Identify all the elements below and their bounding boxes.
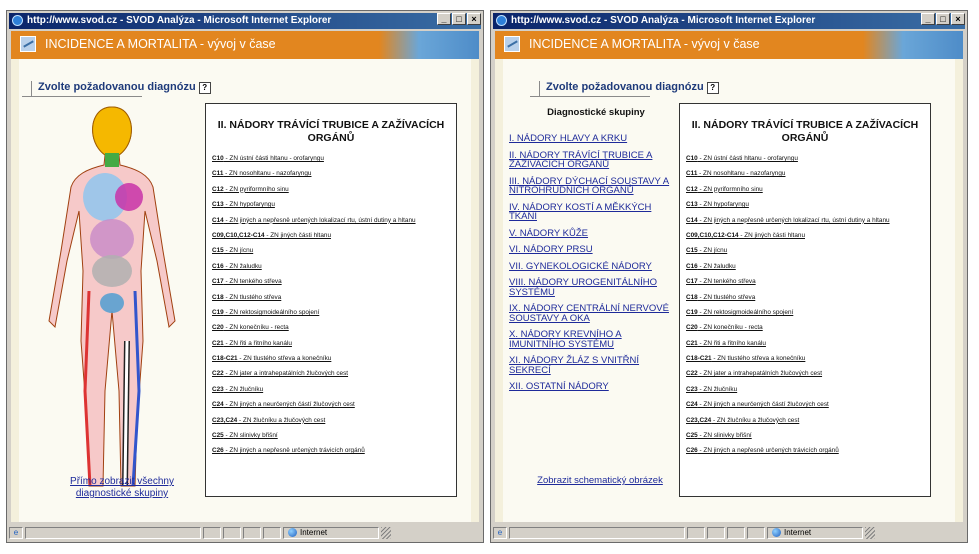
diagnosis-item[interactable]: C24 - ZN jiných a neurčených částí žlučových cest xyxy=(686,401,829,409)
minimize-button[interactable]: _ xyxy=(437,13,451,25)
group-link[interactable]: XI. NÁDORY ŽLÁZ S VNITŘNÍ SEKRECÍ xyxy=(509,355,640,376)
diagnosis-list-panel xyxy=(679,103,931,497)
diagnosis-item[interactable]: C13 - ZN hypofaryngu xyxy=(212,201,275,209)
group-link[interactable]: II. NÁDORY TRÁVÍCÍ TRUBICE A ZAŽÍVACÍCH ORGÁNŮ xyxy=(509,149,653,170)
diagnosis-list xyxy=(686,155,924,455)
prompt-heading: Zvolte požadovanou diagnózu ? xyxy=(31,81,211,97)
header-banner xyxy=(495,31,963,59)
digestive-region xyxy=(90,219,134,259)
close-button[interactable]: × xyxy=(951,13,965,25)
title-bar[interactable] xyxy=(9,13,481,29)
diagnosis-group-heading: II. NÁDORY TRÁVÍCÍ TRUBICE A ZAŽÍVACÍCH ORGÁNŮ xyxy=(217,119,445,144)
chart-icon xyxy=(504,36,520,52)
bone-right-leg-inner xyxy=(125,341,127,486)
anatomy-body-diagram[interactable] xyxy=(27,91,197,491)
diagnosis-item[interactable]: C22 - ZN jater a intrahepatálních žlučových cest xyxy=(686,370,823,378)
group-link[interactable]: VI. NÁDORY PRSU xyxy=(509,244,593,255)
diagnosis-item[interactable]: C25 - ZN slinivky břišní xyxy=(686,432,752,440)
diagnosis-item[interactable]: C12 - ZN pyriformního sinu xyxy=(212,185,289,193)
europe-map-icon xyxy=(379,31,479,59)
help-icon[interactable]: ? xyxy=(199,82,211,94)
resize-grip-icon[interactable] xyxy=(865,527,875,539)
group-link[interactable]: V. NÁDORY KŮŽE xyxy=(509,227,589,239)
diagnosis-item[interactable]: C23,C24 - ZN žlučníku a žlučových cest xyxy=(212,416,326,424)
diagnosis-item[interactable]: C18 - ZN tlustého střeva xyxy=(212,293,282,301)
status-pane xyxy=(243,527,261,539)
group-link[interactable]: VIII. NÁDORY UROGENITÁLNÍHO SYSTÉMU xyxy=(509,277,657,298)
diagnosis-item[interactable]: C16 - ZN žaludku xyxy=(212,262,262,270)
diagnosis-list xyxy=(212,155,450,455)
page-icon: e xyxy=(9,527,23,539)
diagnosis-item[interactable]: C20 - ZN konečníku - recta xyxy=(212,324,289,332)
europe-map-icon xyxy=(863,31,963,59)
status-pane xyxy=(727,527,745,539)
diagnosis-item[interactable]: C14 - ZN jiných a nepřesně určených lokalizací rtu, ústní dutiny a hltanu xyxy=(686,216,890,224)
diagnosis-item[interactable]: C23 - ZN žlučníku xyxy=(686,385,738,393)
globe-icon xyxy=(288,528,297,537)
window-title: http://www.svod.cz - SVOD Analýza - Microsoft Internet Explorer xyxy=(27,15,332,26)
diagnostic-groups-list xyxy=(509,134,674,399)
status-pane xyxy=(707,527,725,539)
maximize-button[interactable]: □ xyxy=(936,13,950,25)
status-text xyxy=(509,527,685,539)
diagnosis-item[interactable]: C10 - ZN ústní části hltanu - orofaryngu xyxy=(686,155,798,162)
status-pane xyxy=(223,527,241,539)
diagnosis-list-panel xyxy=(205,103,457,497)
diagnosis-item[interactable]: C11 - ZN nosohltanu - nazofaryngu xyxy=(686,170,786,178)
group-link[interactable]: IV. NÁDORY KOSTÍ A MĚKKÝCH TKÁNÍ xyxy=(509,201,652,222)
diagnosis-item[interactable]: C17 - ZN tenkého střeva xyxy=(686,278,756,286)
groups-title: Diagnostické skupiny xyxy=(547,107,645,118)
diagnosis-item[interactable]: C24 - ZN jiných a neurčených částí žlučových cest xyxy=(212,401,355,409)
group-link[interactable]: III. NÁDORY DÝCHACÍ SOUSTAVY A NITROHRUDNÍCH ORGÁNŮ xyxy=(509,175,670,196)
show-all-groups-link[interactable]: Přímo zobrazit všechny diagnostické skupiny xyxy=(70,476,174,499)
title-bar[interactable] xyxy=(493,13,965,29)
diagnosis-item[interactable]: C13 - ZN hypofaryngu xyxy=(686,201,749,209)
diagnosis-item[interactable]: C17 - ZN tenkého střeva xyxy=(212,278,282,286)
intestine-region xyxy=(92,255,132,287)
diagnosis-item[interactable]: C14 - ZN jiných a nepřesně určených lokalizací rtu, ústní dutiny a hltanu xyxy=(212,216,416,224)
diagnosis-item[interactable]: C09,C10,C12-C14 - ZN jiných části hltanu xyxy=(686,231,805,239)
diagnosis-item[interactable]: C18-C21 - ZN tlustého střeva a konečníku xyxy=(686,355,806,363)
diagnosis-item[interactable]: C21 - ZN řiti a řitního kanálu xyxy=(212,339,292,347)
prompt-heading: Zvolte požadovanou diagnózu ? xyxy=(539,81,719,97)
window-controls xyxy=(921,13,965,25)
diagnosis-item[interactable]: C26 - ZN jiných a nepřesně určených trávicích orgánů xyxy=(686,447,839,455)
close-button[interactable]: × xyxy=(467,13,481,25)
security-zone xyxy=(767,527,863,539)
banner-title: INCIDENCE A MORTALITA - vývoj v čase xyxy=(529,37,760,51)
browser-window-left xyxy=(6,10,484,543)
resize-grip-icon[interactable] xyxy=(381,527,391,539)
security-zone xyxy=(283,527,379,539)
header-banner xyxy=(11,31,479,59)
globe-icon xyxy=(772,528,781,537)
diagnosis-item[interactable]: C18 - ZN tlustého střeva xyxy=(686,293,756,301)
breast-region xyxy=(115,183,143,211)
diagnosis-item[interactable]: C11 - ZN nosohltanu - nazofaryngu xyxy=(212,170,312,178)
status-bar xyxy=(493,525,965,540)
banner-title: INCIDENCE A MORTALITA - vývoj v čase xyxy=(45,37,276,51)
minimize-button[interactable]: _ xyxy=(921,13,935,25)
group-link[interactable]: IX. NÁDORY CENTRÁLNÍ NERVOVÉ SOUSTAVY A OKA xyxy=(509,303,669,324)
window-title: http://www.svod.cz - SVOD Analýza - Microsoft Internet Explorer xyxy=(511,15,816,26)
diagnosis-item[interactable]: C25 - ZN slinivky břišní xyxy=(212,432,278,440)
diagnosis-item[interactable]: C15 - ZN jícnu xyxy=(686,247,728,255)
diagnosis-item[interactable]: C10 - ZN ústní části hltanu - orofaryngu xyxy=(212,155,324,162)
head-region xyxy=(93,107,132,155)
diagnosis-item[interactable]: C26 - ZN jiných a nepřesně určených trávicích orgánů xyxy=(212,447,365,455)
group-link[interactable]: VII. GYNEKOLOGICKÉ NÁDORY xyxy=(509,260,652,272)
zone-label: Internet xyxy=(300,528,328,537)
chart-icon xyxy=(20,36,36,52)
neck-region xyxy=(105,153,119,167)
diagnosis-item[interactable]: C09,C10,C12-C14 - ZN jiných části hltanu xyxy=(212,231,331,239)
browser-window-right xyxy=(490,10,968,543)
status-pane xyxy=(263,527,281,539)
diagnosis-item[interactable]: C23,C24 - ZN žlučníku a žlučových cest xyxy=(686,416,800,424)
status-pane xyxy=(203,527,221,539)
status-pane xyxy=(687,527,705,539)
diagnosis-item[interactable]: C21 - ZN řiti a řitního kanálu xyxy=(686,339,766,347)
zone-label: Internet xyxy=(784,528,812,537)
diagnosis-item[interactable]: C19 - ZN rektosigmoideálního spojení xyxy=(212,308,320,316)
diagnosis-item[interactable]: C23 - ZN žlučníku xyxy=(212,385,264,393)
window-controls xyxy=(437,13,481,25)
internet-explorer-icon xyxy=(12,15,23,26)
show-schema-link[interactable]: Zobrazit schematický obrázek xyxy=(537,475,663,486)
maximize-button[interactable]: □ xyxy=(452,13,466,25)
diagnosis-item[interactable]: C20 - ZN konečníku - recta xyxy=(686,324,763,332)
diagnosis-item[interactable]: C18-C21 - ZN tlustého střeva a konečníku xyxy=(212,355,332,363)
page-icon: e xyxy=(493,527,507,539)
diagnosis-item[interactable]: C19 - ZN rektosigmoideálního spojení xyxy=(686,308,794,316)
urinary-region xyxy=(100,293,124,313)
status-bar xyxy=(9,525,481,540)
status-pane xyxy=(747,527,765,539)
diagnosis-item[interactable]: C22 - ZN jater a intrahepatálních žlučových cest xyxy=(212,370,349,378)
help-icon[interactable]: ? xyxy=(707,82,719,94)
status-text xyxy=(25,527,201,539)
group-link[interactable]: XII. OSTATNÍ NÁDORY xyxy=(509,381,609,392)
diagnosis-item[interactable]: C16 - ZN žaludku xyxy=(686,262,736,270)
diagnosis-item[interactable]: C15 - ZN jícnu xyxy=(212,247,254,255)
group-link[interactable]: I. NÁDORY HLAVY A KRKU xyxy=(509,133,628,144)
group-link[interactable]: X. NÁDORY KREVNÍHO A IMUNITNÍHO SYSTÉMU xyxy=(509,329,622,350)
diagnosis-group-heading: II. NÁDORY TRÁVÍCÍ TRUBICE A ZAŽÍVACÍCH ORGÁNŮ xyxy=(691,119,919,144)
internet-explorer-icon xyxy=(496,15,507,26)
diagnosis-item[interactable]: C12 - ZN pyriformního sinu xyxy=(686,185,763,193)
